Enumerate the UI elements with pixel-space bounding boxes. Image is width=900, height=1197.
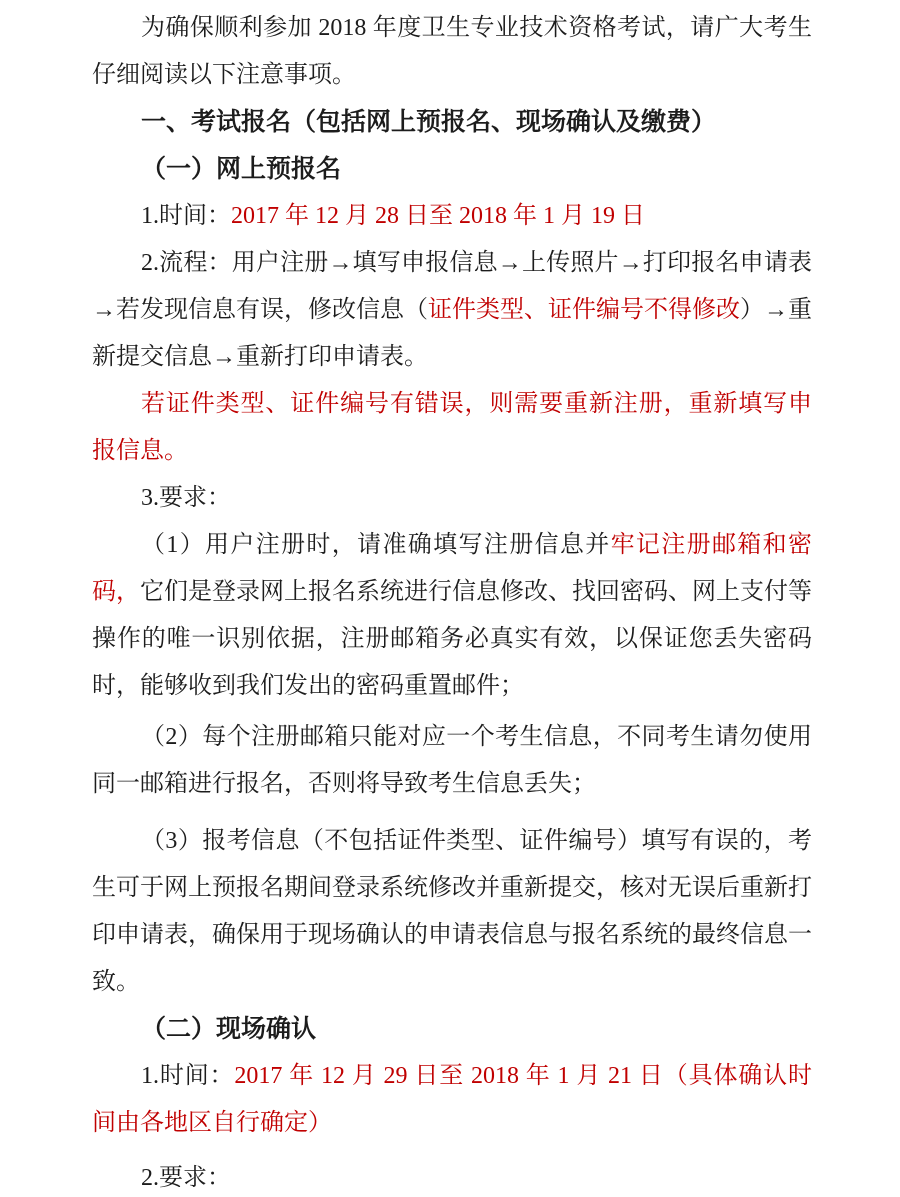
paragraph-intro: 为确保顺利参加 2018 年度卫生专业技术资格考试，请广大考生仔细阅读以下注意事项。 [92,15,812,88]
requirement-1-emphasis-red: 牢记注册邮箱和密码， [92,532,813,605]
time-label: 1.时间： [141,203,231,229]
requirement-1-text: （1）用户注册时，请准确填写注册信息并 [141,532,611,558]
requirement-1-text-end: 它们是登录网上报名系统进行信息修改、找回密码、网上支付等操作的唯一识别依据，注册邮箱务必真实有效，以保证您丢失密码时，能够收到我们发出的密码重置邮件； [92,579,812,699]
time-value-2-red: 2017 年 12 月 29 日至 2018 年 1 月 21 日（具体确认时间由各地区自行确定） [92,1063,813,1136]
time-label-2: 1.时间： [141,1063,235,1089]
paragraph-requirement-2: （2）每个注册邮箱只能对应一个考生信息，不同考生请勿使用同一邮箱进行报名，否则将导致考生信息丢失； [92,724,812,797]
paragraph-onsite-confirmation-time [92,1053,812,1147]
subsection-1-1-heading: （一）网上预报名 [141,156,342,183]
process-restriction-red: 证件类型、证件编号不得修改 [428,297,740,323]
paragraph-requirement-1 [92,522,812,710]
section-1-heading: 一、考试报名（包括网上预报名、现场确认及缴费） [141,108,717,136]
process-text-end: ）→重新提交信息→重新打印申请表。 [92,297,812,370]
subsection-1-2-heading: （二）现场确认 [141,1016,317,1043]
paragraph-reregister-warning: 若证件类型、证件编号有错误，则需要重新注册，重新填写申报信息。 [92,391,812,464]
time-value-red: 2017 年 12 月 28 日至 2018 年 1 月 19 日 [231,203,645,229]
paragraph-requirements-label-1: 3.要求： [141,485,231,511]
paragraph-requirement-3: （3）报考信息（不包括证件类型、证件编号）填写有误的，考生可于网上预报名期间登录系统修改并重新提交，核对无误后重新打印申请表，确保用于现场确认的申请表信息与报名系统的最终信息一致。 [92,828,812,995]
paragraph-requirements-label-2: 2.要求： [141,1165,231,1191]
process-text: 2.流程：用户注册→填写申报信息→上传照片→打印报名申请表→若发现信息有误，修改信息（ [92,250,812,323]
paragraph-online-registration-time [92,193,812,240]
paragraph-registration-process [92,240,812,381]
